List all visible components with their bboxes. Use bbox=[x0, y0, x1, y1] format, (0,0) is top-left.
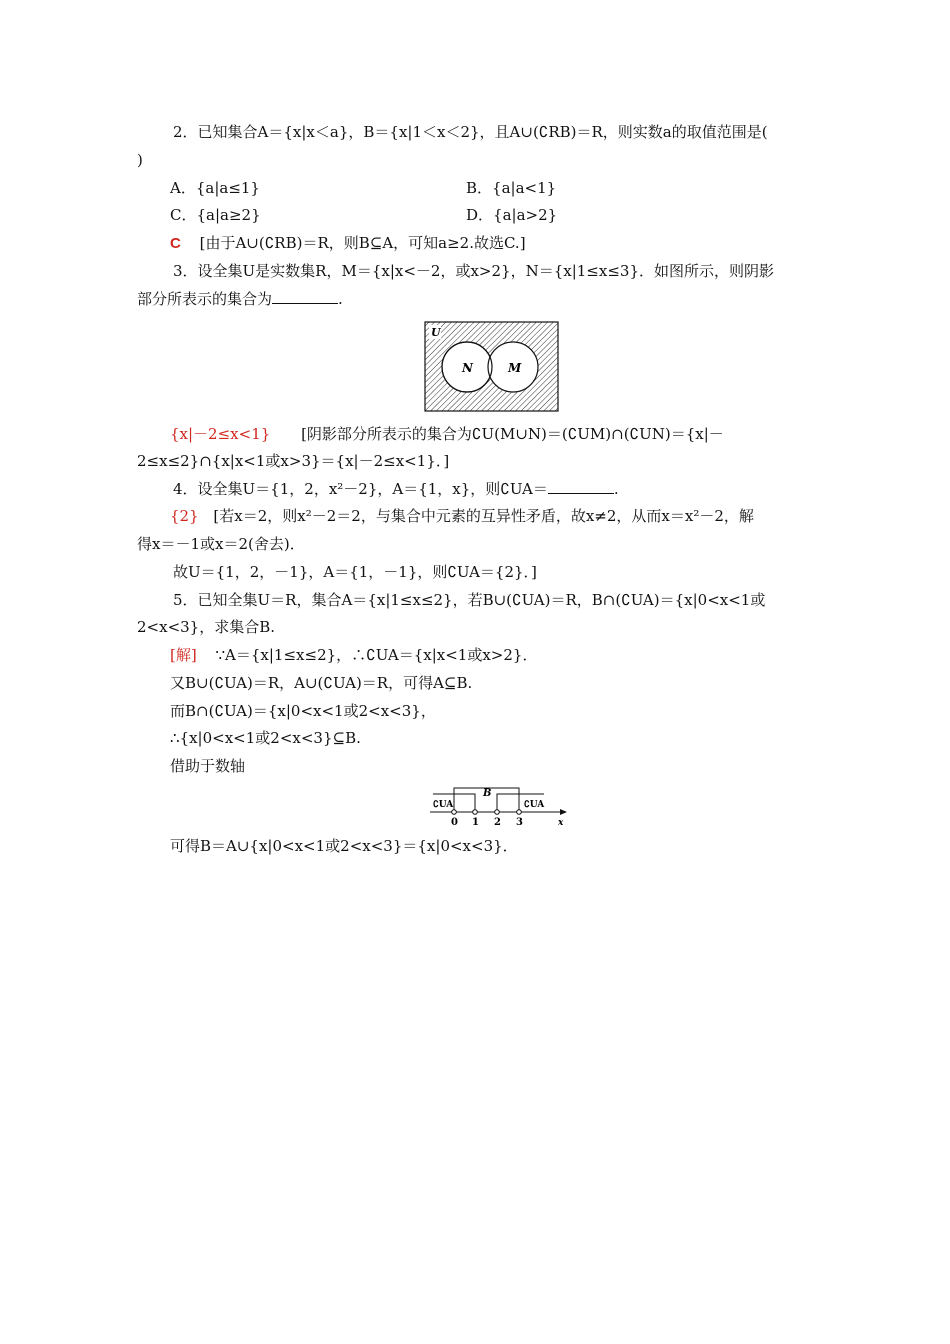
tick-label-1: 1 bbox=[472, 817, 479, 828]
set-m-label: M bbox=[508, 361, 522, 375]
p3-stem-line2: 部分所表示的集合为 bbox=[137, 290, 273, 308]
p2-answer: C bbox=[170, 235, 181, 252]
p2-stem-line2: ) bbox=[137, 151, 143, 169]
p2-option-a: A．{a|a≤1} bbox=[170, 179, 260, 197]
p4-stem: 4．设全集U＝{1，2，x²－2}，A＝{1，x}，则∁UA＝ bbox=[173, 480, 548, 498]
point-0 bbox=[452, 810, 457, 815]
point-1 bbox=[473, 810, 478, 815]
p5-sol-line1: ∵A＝{x|1≤x≤2}，∴∁UA＝{x|x<1或x>2}． bbox=[215, 646, 538, 664]
set-b-label: B bbox=[483, 788, 492, 799]
p5-stem-line1: 5．已知全集U＝R，集合A＝{x|1≤x≤2}，若B∪(∁UA)＝R，B∩(∁UA)＝{x|0<x<1或 bbox=[173, 591, 766, 609]
tick-label-3: 3 bbox=[516, 817, 523, 828]
p4-answer-blank bbox=[548, 479, 614, 494]
p4-explanation-line1: [若x＝2，则x²－2＝2，与集合中元素的互异性矛盾，故x≠2，从而x＝x²－2，解 bbox=[213, 507, 754, 525]
p2-stem-line1: 2．已知集合A＝{x|x＜a}，B＝{x|1＜x＜2}，且A∪(∁RB)＝R，则实数a的取值范围是( bbox=[173, 123, 768, 141]
p5-solution-line1 bbox=[170, 645, 537, 665]
p5-sol-line4: ∴{x|0<x<1或2<x<3}⊆B. bbox=[170, 729, 361, 747]
p5-stem-line2: 2<x<3}，求集合B. bbox=[137, 618, 276, 636]
p5-solution-tag: [解] bbox=[170, 646, 197, 664]
axis-label-x: x bbox=[558, 818, 564, 828]
p2-option-b: B．{a|a<1} bbox=[466, 179, 557, 197]
p3-answer-line bbox=[170, 424, 724, 444]
p3-answer: {x|－2≤x<1} bbox=[170, 425, 271, 443]
p3-explanation-line1: [阴影部分所表示的集合为∁U(M∪N)＝(∁UM)∩(∁UN)＝{x|－ bbox=[301, 425, 724, 443]
number-line-diagram bbox=[428, 782, 568, 828]
p5-sol-line5: 借助于数轴 bbox=[170, 757, 246, 775]
tick-label-2: 2 bbox=[494, 817, 501, 828]
p2-option-c: C．{a|a≥2} bbox=[170, 206, 261, 224]
p4-answer-line bbox=[170, 506, 754, 526]
p5-sol-line2: 又B∪(∁UA)＝R，A∪(∁UA)＝R，可得A⊆B. bbox=[170, 674, 473, 692]
p2-explanation: [由于A∪(∁RB)＝R，则B⊆A，可知a≥2.故选C.] bbox=[199, 234, 526, 252]
p3-explanation-line2: 2≤x≤2}∩{x|x<1或x>3}＝{x|－2≤x<1}．] bbox=[137, 452, 450, 470]
p3-stem-line1: 3．设全集U是实数集R，M＝{x|x<－2，或x>2}，N＝{x|1≤x≤3}．如图所示，则阴影 bbox=[173, 262, 774, 280]
p3-answer-blank bbox=[272, 289, 338, 304]
universe-label: U bbox=[431, 326, 441, 339]
axis-arrow bbox=[560, 809, 567, 815]
point-2 bbox=[495, 810, 500, 815]
p5-sol-line6: 可得B＝A∪{x|0<x<1或2<x<3}＝{x|0<x<3}． bbox=[170, 837, 518, 855]
complement-left-label: ∁UA bbox=[433, 800, 454, 810]
p4-stem-end: . bbox=[613, 480, 619, 498]
p3-stem-line2-wrap bbox=[137, 289, 343, 309]
tick-label-0: 0 bbox=[451, 817, 458, 828]
p2-answer-line bbox=[170, 233, 526, 254]
point-3 bbox=[517, 810, 522, 815]
p3-stem-line2-end: . bbox=[338, 290, 343, 308]
complement-right-label: ∁UA bbox=[524, 800, 545, 810]
p4-explanation-line3: 故U＝{1，2，－1}，A＝{1，－1}，则∁UA＝{2}．] bbox=[173, 563, 537, 581]
p4-stem-wrap bbox=[173, 479, 619, 499]
set-n-label: N bbox=[462, 361, 473, 375]
p2-option-d: D．{a|a>2} bbox=[466, 206, 558, 224]
p5-sol-line3: 而B∩(∁UA)＝{x|0<x<1或2<x<3}， bbox=[170, 702, 436, 720]
p4-answer: {2} bbox=[170, 507, 199, 525]
venn-diagram bbox=[424, 321, 560, 414]
p4-explanation-line2: 得x＝－1或x＝2(舍去)． bbox=[137, 535, 305, 553]
